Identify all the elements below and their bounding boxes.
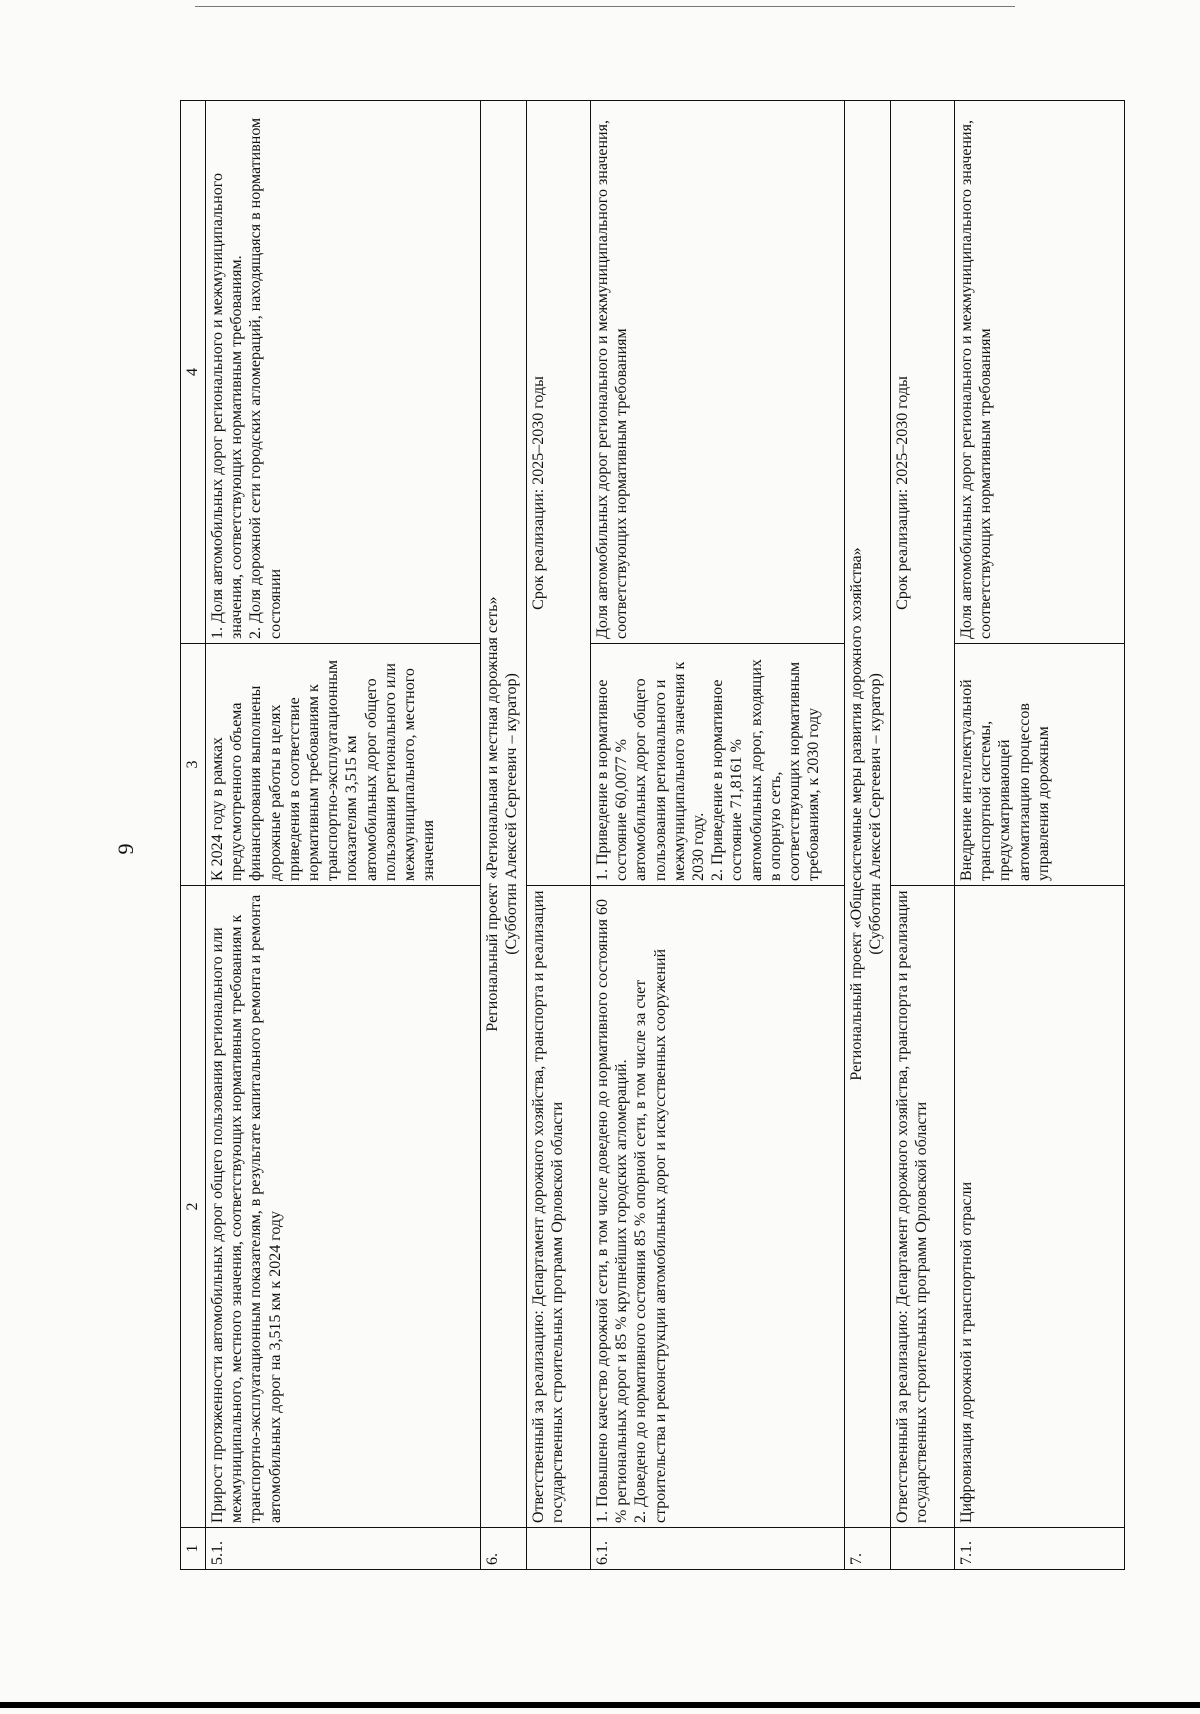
task-cell: 1. Повышено качество дорожной сети, в том числе доведено до нормативного состояния 60 % региональных дорог и 85 % крупнейших городских агломераций. 2. Доведено до нормативного состояния 85 % опорной сети, в том числе за счет строительства и реконструкции автомобильных дорог и искусственных сооружений [591, 886, 845, 1528]
task-cell: Прирост протяженности автомобильных дорог общего пользования регионального или межмуниципального, местного значения, соответствующих нормативным требованиям к транспортно-эксплуатационным показателям, в результате капитального ремонта и ремонта автомобильных дорог на 3,515 км к 2024 году [206, 886, 481, 1528]
table-header-row [181, 101, 206, 1570]
page-number: 9 [113, 843, 138, 855]
indicator-cell: Доля автомобильных дорог регионального и межмуниципального значения, соответствующих нормативным требованиям [591, 101, 845, 644]
period-cell: Срок реализации: 2025–2030 годы [891, 101, 955, 886]
effect-cell: К 2024 году в рамках предусмотренного объема финансирования выполнены дорожные работы в целях приведения в соответствие нормативным требованиям к транспортно-эксплуатационным показателям 3,515 км автомобильных дорог общего пользования регионального или межмуниципального, местного значения [206, 644, 481, 886]
table-row-5-1 [206, 101, 481, 1570]
task-cell: Цифровизация дорожной и транспортной отрасли [955, 886, 1125, 1528]
project-row-6 [481, 101, 527, 1570]
row-number: 6.1. [591, 1528, 845, 1570]
responsible-row-6 [527, 101, 591, 1570]
project-title: Региональный проект «Региональная и местная дорожная сеть» [484, 596, 501, 1032]
rotated-page-content [180, 100, 1125, 1570]
indicator-cell: 1. Доля автомобильных дорог регионального и межмуниципального значения, соответствующих нормативным требованиям. 2. Доля дорожной сети городских агломераций, находящаяся в нормативном состоянии [206, 101, 481, 644]
header-col-1: 1 [181, 1528, 206, 1570]
scan-border-top [195, 0, 1015, 7]
effect-cell: Внедрение интеллектуальной транспортной системы, предусматривающей автоматизацию процессов управления дорожным [955, 644, 1125, 886]
project-curator: (Субботин Алексей Сергеевич – куратор) [503, 673, 521, 955]
row-number: 7. [845, 1528, 891, 1570]
scan-border-bottom [0, 1702, 1200, 1708]
project-title-cell [481, 101, 527, 1528]
project-curator: (Субботин Алексей Сергеевич – куратор) [867, 673, 885, 955]
row-number: 7.1. [955, 1528, 1125, 1570]
row-number: 5.1. [206, 1528, 481, 1570]
header-col-4: 4 [181, 101, 206, 644]
responsible-cell: Ответственный за реализацию: Департамент дорожного хозяйства, транспорта и реализации государственных строительных программ Орловской области [527, 886, 591, 1528]
effect-cell: 1. Приведение в нормативное состояние 60,0077 % автомобильных дорог общего пользования регионального и межмуниципального значения к 2030 году. 2. Приведение в нормативное состояние 71,8161 % автомобильных дорог, входящих в опорную сеть, соответствующих нормативным требованиям, к 2030 году [591, 644, 845, 886]
header-col-2: 2 [181, 886, 206, 1528]
indicator-cell: Доля автомобильных дорог регионального и межмуниципального значения, соответствующих нормативным требованиям [955, 101, 1125, 644]
row-number: 6. [481, 1528, 527, 1570]
table-row-7-1 [955, 101, 1125, 1570]
period-cell: Срок реализации: 2025–2030 годы [527, 101, 591, 886]
responsible-row-7 [891, 101, 955, 1570]
project-title: Региональный проект «Общесистемные меры развития дорожного хозяйства» [848, 547, 865, 1081]
responsible-cell: Ответственный за реализацию: Департамент дорожного хозяйства, транспорта и реализации государственных строительных программ Орловской области [891, 886, 955, 1528]
project-title-cell [845, 101, 891, 1528]
table-row-6-1 [591, 101, 845, 1570]
program-table [180, 100, 1125, 1570]
project-row-7 [845, 101, 891, 1570]
header-col-3: 3 [181, 644, 206, 886]
